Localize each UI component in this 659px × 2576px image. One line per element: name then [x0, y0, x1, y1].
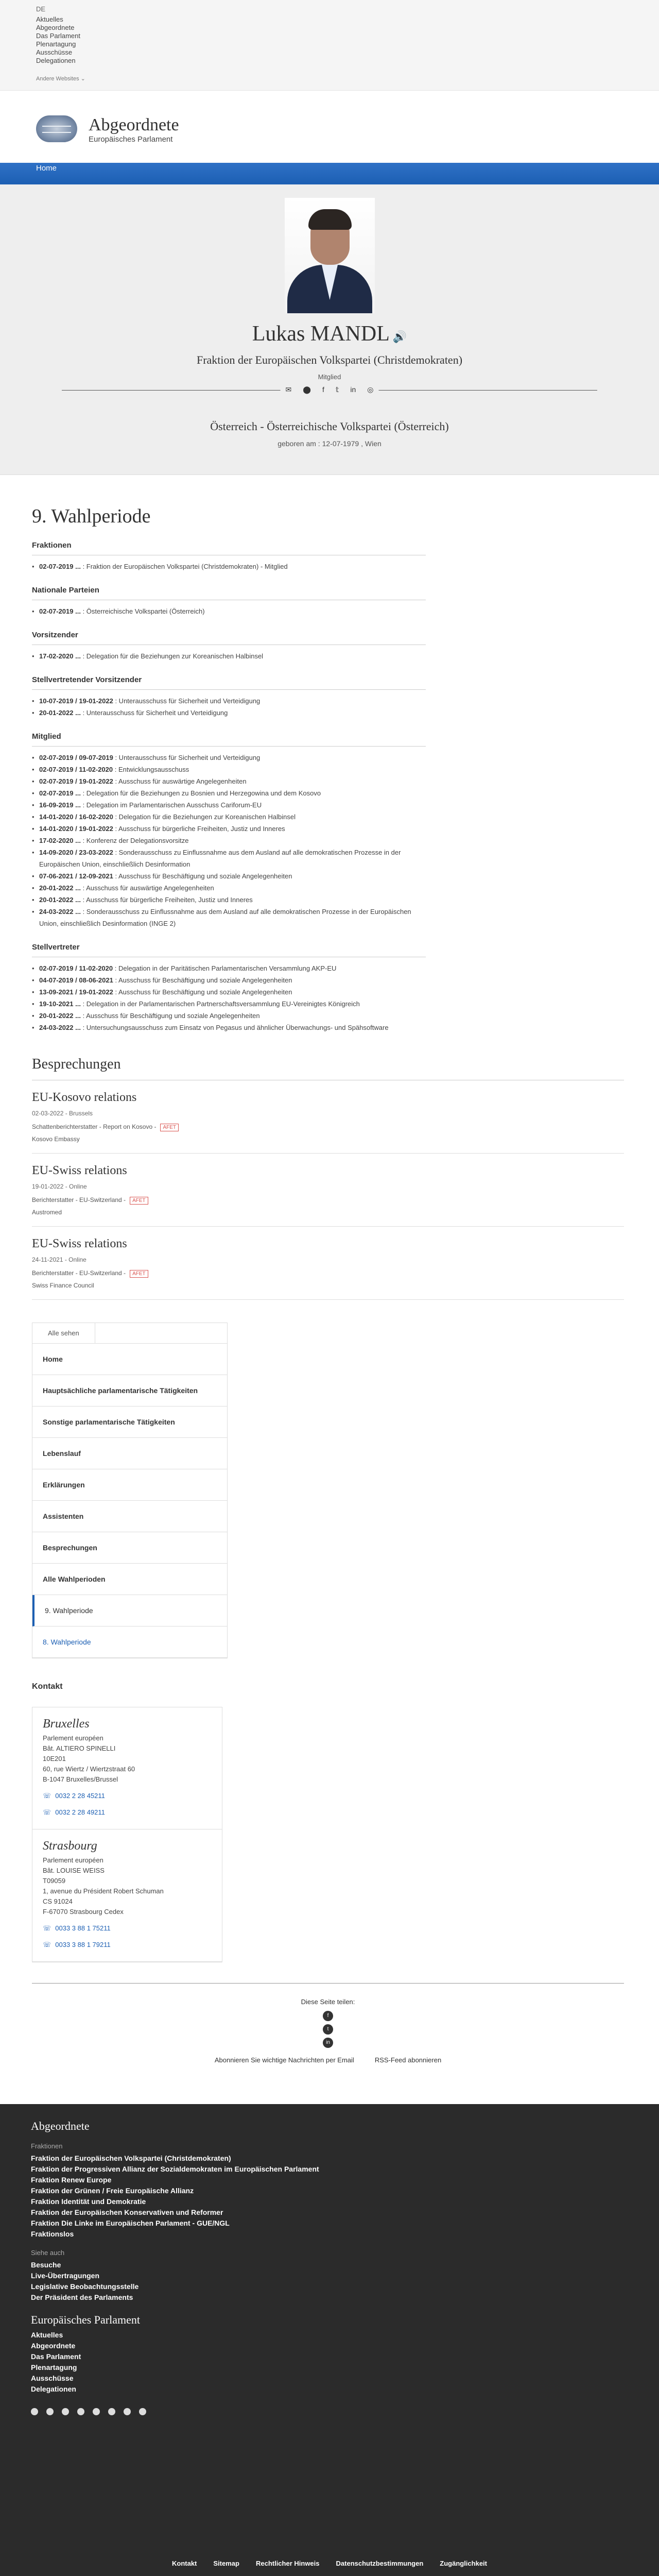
mep-profile	[0, 184, 659, 475]
footer-see-also-link[interactable]: Live-Übertragungen	[31, 2272, 100, 2280]
list-item: • 02-07-2019 ... : Delegation für die Beziehungen zu Bosnien und Herzegowina und dem Kosovo	[32, 787, 426, 799]
footer-ep-link[interactable]: Aktuelles	[31, 2331, 63, 2339]
ep-logo[interactable]	[36, 115, 77, 142]
address-line: B-1047 Bruxelles/Brussel	[43, 1775, 118, 1783]
meeting-item	[32, 1227, 624, 1300]
mep-role: Mitglied	[318, 373, 341, 381]
office-card	[32, 1707, 222, 1829]
list-item: • 02-07-2019 ... : Österreichische Volkspartei (Österreich)	[32, 605, 426, 617]
footer-title[interactable]: Abgeordnete	[31, 2120, 90, 2132]
twitter-icon[interactable]: 𝕥	[335, 385, 339, 394]
meeting-title: EU-Swiss relations	[32, 1164, 127, 1177]
meeting-date: 02-03-2022 - Brussels	[32, 1110, 93, 1117]
twitter-icon[interactable]	[46, 2408, 54, 2415]
language-selector[interactable]: DE	[36, 5, 46, 13]
contact-icons	[62, 385, 597, 411]
footer-bottom-link[interactable]: Kontakt	[172, 2560, 197, 2567]
youtube-icon[interactable]	[93, 2408, 100, 2415]
footer-ep-link[interactable]: Abgeordnete	[31, 2342, 76, 2350]
main-menu-bar	[0, 163, 659, 184]
list-item: • 24-03-2022 ... : Sonderausschuss zu Einflussnahme aus dem Ausland auf alle demokratischen Prozesse in der Europäischen Union, einschließlich Desinformation (INGE 2)	[32, 906, 426, 929]
top-nav-item[interactable]: Ausschüsse	[36, 48, 73, 56]
facebook-icon[interactable]	[31, 2408, 38, 2415]
footer-see-also-link[interactable]: Der Präsident des Parlaments	[31, 2293, 133, 2301]
activity-section	[32, 732, 426, 929]
mep-birth: geboren am : 12-07-1979 , Wien	[278, 439, 381, 448]
side-menu	[32, 1344, 228, 1658]
meeting-role: Berichterstatter - EU-Switzerland - AFET	[32, 1196, 624, 1205]
speaker-icon[interactable]: 🔊	[392, 330, 407, 343]
linkedin-share-icon[interactable]: in	[323, 2038, 333, 2048]
activity-section	[32, 631, 426, 662]
top-nav-item[interactable]: Plenartagung	[36, 40, 76, 48]
list-item: • 10-07-2019 / 19-01-2022 : Unterausschuss für Sicherheit und Verteidigung	[32, 695, 426, 707]
contact-section	[32, 1682, 627, 1962]
footer-bottom-link[interactable]: Sitemap	[213, 2560, 239, 2567]
office-city: Strasbourg	[43, 1839, 97, 1853]
linkedin-icon[interactable]	[77, 2408, 84, 2415]
side-menu-all-terms[interactable]: Alle Wahlperioden	[32, 1564, 227, 1595]
footer-see-also-label: Siehe auch	[31, 2249, 65, 2257]
side-menu-cv[interactable]: Lebenslauf	[32, 1438, 227, 1469]
footer-bottom-links	[0, 2560, 659, 2567]
list-item: • 02-07-2019 ... : Fraktion der Europäischen Volkspartei (Christdemokraten) - Mitglied	[32, 561, 426, 572]
list-item: • 24-03-2022 ... : Untersuchungsausschuss zum Einsatz von Pegasus und ähnlicher Überwachungs- und Spähsoftware	[32, 1022, 426, 1033]
share-section	[32, 1983, 624, 2064]
office-city: Bruxelles	[43, 1717, 90, 1731]
side-menu-term-9[interactable]: 9. Wahlperiode	[32, 1595, 227, 1626]
address-line: Bât. LOUISE WEISS	[43, 1867, 105, 1874]
side-menu-meetings[interactable]: Besprechungen	[32, 1532, 227, 1564]
home-link[interactable]: Home	[36, 164, 57, 173]
rss-link[interactable]: RSS-Feed abonnieren	[374, 2056, 442, 2064]
committee-badge[interactable]: AFET	[130, 1197, 148, 1205]
section-title: Fraktionen	[32, 541, 426, 555]
list-item: • 14-01-2020 / 16-02-2020 : Delegation für die Beziehungen zur Koreanischen Halbinsel	[32, 811, 426, 823]
footer-group-link[interactable]: Fraktion der Progressiven Allianz der Sozialdemokraten im Europäischen Parlament	[31, 2165, 319, 2173]
list-item: • 02-07-2019 / 11-02-2020 : Delegation in der Paritätischen Parlamentarischen Versammlung AKP-EU	[32, 962, 426, 974]
pinterest-icon[interactable]	[139, 2408, 146, 2415]
footer-see-also	[31, 2260, 628, 2303]
footer-bottom-link[interactable]: Datenschutzbestimmungen	[336, 2560, 424, 2567]
top-navigation	[0, 0, 659, 91]
meetings-section	[32, 1056, 627, 1300]
meeting-role: Berichterstatter - EU-Switzerland - AFET	[32, 1269, 624, 1278]
footer-group-link[interactable]: Fraktion Renew Europe	[31, 2176, 112, 2184]
phone-link[interactable]: ☏ 0033 3 88 1 75211	[43, 1924, 111, 1932]
facebook-share-icon[interactable]: f	[323, 2011, 333, 2021]
email-subscribe-link[interactable]: Abonnieren Sie wichtige Nachrichten per Email	[214, 2056, 354, 2064]
list-item: • 19-10-2021 ... : Delegation in der Parlamentarischen Partnerschaftsversammlung EU-Vereinigtes Königreich	[32, 998, 426, 1010]
footer-group-link[interactable]: Fraktion der Europäischen Konservativen und Reformer	[31, 2208, 223, 2216]
meeting-title: EU-Swiss relations	[32, 1237, 127, 1250]
top-nav-item[interactable]: Abgeordnete	[36, 24, 75, 31]
reddit-icon[interactable]	[124, 2408, 131, 2415]
meeting-date: 19-01-2022 - Online	[32, 1183, 87, 1190]
meeting-item	[32, 1080, 624, 1154]
footer-ep-link[interactable]: Das Parlament	[31, 2352, 81, 2361]
linkedin-icon[interactable]: in	[350, 385, 356, 394]
list-item: • 07-06-2021 / 12-09-2021 : Ausschuss für Beschäftigung und soziale Angelegenheiten	[32, 870, 426, 882]
chevron-down-icon: ⌄	[80, 76, 85, 82]
footer-ep-link[interactable]: Plenartagung	[31, 2363, 77, 2371]
address-line: T09059	[43, 1877, 66, 1885]
list-item: • 02-07-2019 / 19-01-2022 : Ausschuss für auswärtige Angelegenheiten	[32, 775, 426, 787]
list-item: • 14-01-2020 / 19-01-2022 : Ausschuss für bürgerliche Freiheiten, Justiz und Inneres	[32, 823, 426, 835]
mep-group: Fraktion der Europäischen Volkspartei (Christdemokraten)	[196, 353, 463, 366]
meeting-organization: Kosovo Embassy	[32, 1136, 80, 1143]
see-all-button[interactable]: Alle sehen	[32, 1323, 95, 1344]
footer-bottom-link[interactable]: Rechtlicher Hinweis	[255, 2560, 320, 2567]
side-menu-other-activities[interactable]: Sonstige parlamentarische Tätigkeiten	[32, 1406, 227, 1438]
site-footer	[0, 2104, 659, 2576]
top-nav-item[interactable]: Delegationen	[36, 57, 76, 64]
facebook-icon[interactable]: f	[322, 385, 324, 394]
mep-name: Lukas MANDL 🔊	[252, 322, 407, 346]
meeting-item	[32, 1154, 624, 1227]
list-item: • 02-07-2019 / 09-07-2019 : Unterausschuss für Sicherheit und Verteidigung	[32, 752, 426, 764]
top-nav-list	[36, 15, 623, 65]
list-item: • 20-01-2022 ... : Unterausschuss für Sicherheit und Verteidigung	[32, 707, 426, 719]
footer-ep-links	[31, 2330, 628, 2395]
address-line: 1, avenue du Président Robert Schuman	[43, 1887, 164, 1895]
footer-group-link[interactable]: Fraktion Die Linke im Europäischen Parlament - GUE/NGL	[31, 2219, 230, 2227]
side-menu-main-activities[interactable]: Hauptsächliche parlamentarische Tätigkeiten	[32, 1375, 227, 1406]
meeting-title: EU-Kosovo relations	[32, 1091, 137, 1104]
list-item: • 16-09-2019 ... : Delegation im Parlamentarischen Ausschuss Cariforum-EU	[32, 799, 426, 811]
other-websites-link[interactable]: Andere Websites ⌄	[36, 76, 85, 82]
meetings-title: Besprechungen	[32, 1056, 624, 1080]
section-title: Nationale Parteien	[32, 586, 426, 600]
list-item: • 02-07-2019 / 11-02-2020 : Entwicklungsausschuss	[32, 764, 426, 775]
footer-ep-link[interactable]: Ausschüsse	[31, 2374, 74, 2382]
office-cards	[32, 1707, 222, 1962]
side-menu-assistants[interactable]: Assistenten	[32, 1501, 227, 1532]
list-item: • 13-09-2021 / 19-01-2022 : Ausschuss für Beschäftigung und soziale Angelegenheiten	[32, 986, 426, 998]
activity-section	[32, 675, 426, 719]
email-icon[interactable]: ✉	[285, 385, 292, 394]
instagram-icon[interactable]	[108, 2408, 115, 2415]
side-menu-home[interactable]: Home	[32, 1344, 227, 1375]
top-nav-item[interactable]: Aktuelles	[36, 15, 63, 23]
footer-group-link[interactable]: Fraktion der Grünen / Freie Europäische Allianz	[31, 2187, 194, 2195]
list-item: • 14-09-2020 / 23-03-2022 : Sonderausschuss zu Einflussnahme aus dem Ausland auf alle demokratischen Prozesse in der Europäischen Union, einschließlich Desinformation	[32, 846, 426, 870]
section-title: Mitglied	[32, 732, 426, 747]
address-line: Bât. ALTIERO SPINELLI	[43, 1744, 116, 1752]
phone-icon: ☏	[43, 1924, 51, 1932]
list-item: • 20-01-2022 ... : Ausschuss für auswärtige Angelegenheiten	[32, 882, 426, 894]
footer-groups	[31, 2153, 628, 2240]
list-item: • 04-07-2019 / 08-06-2021 : Ausschuss für Beschäftigung und soziale Angelegenheiten	[32, 974, 426, 986]
address-line: 60, rue Wiertz / Wiertzstraat 60	[43, 1765, 135, 1773]
footer-group-link[interactable]: Fraktion Identität und Demokratie	[31, 2197, 146, 2206]
site-header	[0, 91, 659, 163]
meeting-role: Schattenberichterstatter - Report on Kosovo - AFET	[32, 1123, 624, 1131]
section-title: Stellvertretender Vorsitzender	[32, 675, 426, 690]
side-menu-term-8[interactable]: 8. Wahlperiode	[32, 1626, 227, 1658]
fax-link[interactable]: ☏ 0033 3 88 1 79211	[43, 1941, 111, 1948]
footer-see-also-link[interactable]: Besuche	[31, 2261, 61, 2269]
footer-group-link[interactable]: Fraktion der Europäischen Volkspartei (Christdemokraten)	[31, 2154, 231, 2162]
address-line: CS 91024	[43, 1897, 73, 1905]
footer-groups-label: Fraktionen	[31, 2142, 63, 2150]
term-title: 9. Wahlperiode	[32, 505, 151, 527]
committee-badge[interactable]: AFET	[130, 1270, 148, 1278]
fax-link[interactable]: ☏ 0032 2 28 49211	[43, 1808, 105, 1816]
footer-ep-title[interactable]: Europäisches Parlament	[31, 2313, 140, 2326]
fax-icon: ☏	[43, 1808, 51, 1816]
contact-title: Kontakt	[32, 1682, 63, 1691]
address-line: F-67070 Strasbourg Cedex	[43, 1908, 124, 1916]
share-label: Diese Seite teilen:	[301, 1998, 355, 2006]
footer-ep-link[interactable]: Delegationen	[31, 2385, 76, 2393]
site-title[interactable]: Abgeordnete	[89, 115, 179, 134]
address-line: Parlement européen	[43, 1856, 103, 1864]
list-item: • 20-01-2022 ... : Ausschuss für bürgerliche Freiheiten, Justiz und Inneres	[32, 894, 426, 906]
phone-icon: ☏	[43, 1792, 51, 1800]
footer-group-link[interactable]: Fraktionslos	[31, 2230, 74, 2238]
twitter-share-icon[interactable]: t	[323, 2024, 333, 2035]
section-title: Vorsitzender	[32, 631, 426, 645]
committee-badge[interactable]: AFET	[160, 1124, 179, 1131]
footer-social	[31, 2408, 628, 2415]
main-content	[0, 505, 659, 2064]
top-nav-item[interactable]: Das Parlament	[36, 32, 80, 40]
list-item: • 20-01-2022 ... : Ausschuss für Beschäftigung und soziale Angelegenheiten	[32, 1010, 426, 1022]
list-item: • 17-02-2020 ... : Konferenz der Delegationsvorsitze	[32, 835, 426, 846]
website-icon[interactable]: ⬤	[303, 385, 311, 394]
activity-section	[32, 541, 426, 572]
meeting-organization: Austromed	[32, 1209, 62, 1216]
mep-country: Österreich - Österreichische Volkspartei (Österreich)	[210, 420, 449, 433]
side-menu-declarations[interactable]: Erklärungen	[32, 1469, 227, 1501]
see-all-box	[32, 1323, 228, 1344]
activity-section	[32, 586, 426, 617]
address-line: Parlement européen	[43, 1734, 103, 1742]
list-item: • 17-02-2020 ... : Delegation für die Beziehungen zur Koreanischen Halbinsel	[32, 650, 426, 662]
footer-see-also-link[interactable]: Legislative Beobachtungsstelle	[31, 2282, 139, 2291]
phone-link[interactable]: ☏ 0032 2 28 45211	[43, 1792, 105, 1800]
meeting-organization: Swiss Finance Council	[32, 1282, 94, 1289]
flickr-icon[interactable]	[62, 2408, 69, 2415]
instagram-icon[interactable]: ◎	[367, 385, 374, 394]
office-card	[32, 1829, 222, 1962]
address-line: 10E201	[43, 1755, 66, 1762]
section-title: Stellvertreter	[32, 943, 426, 957]
footer-bottom-link[interactable]: Zugänglichkeit	[440, 2560, 487, 2567]
meeting-date: 24-11-2021 - Online	[32, 1256, 86, 1263]
site-subtitle: Europäisches Parlament	[89, 135, 173, 144]
fax-icon: ☏	[43, 1941, 51, 1948]
mep-photo	[285, 198, 375, 313]
activity-section	[32, 943, 426, 1033]
